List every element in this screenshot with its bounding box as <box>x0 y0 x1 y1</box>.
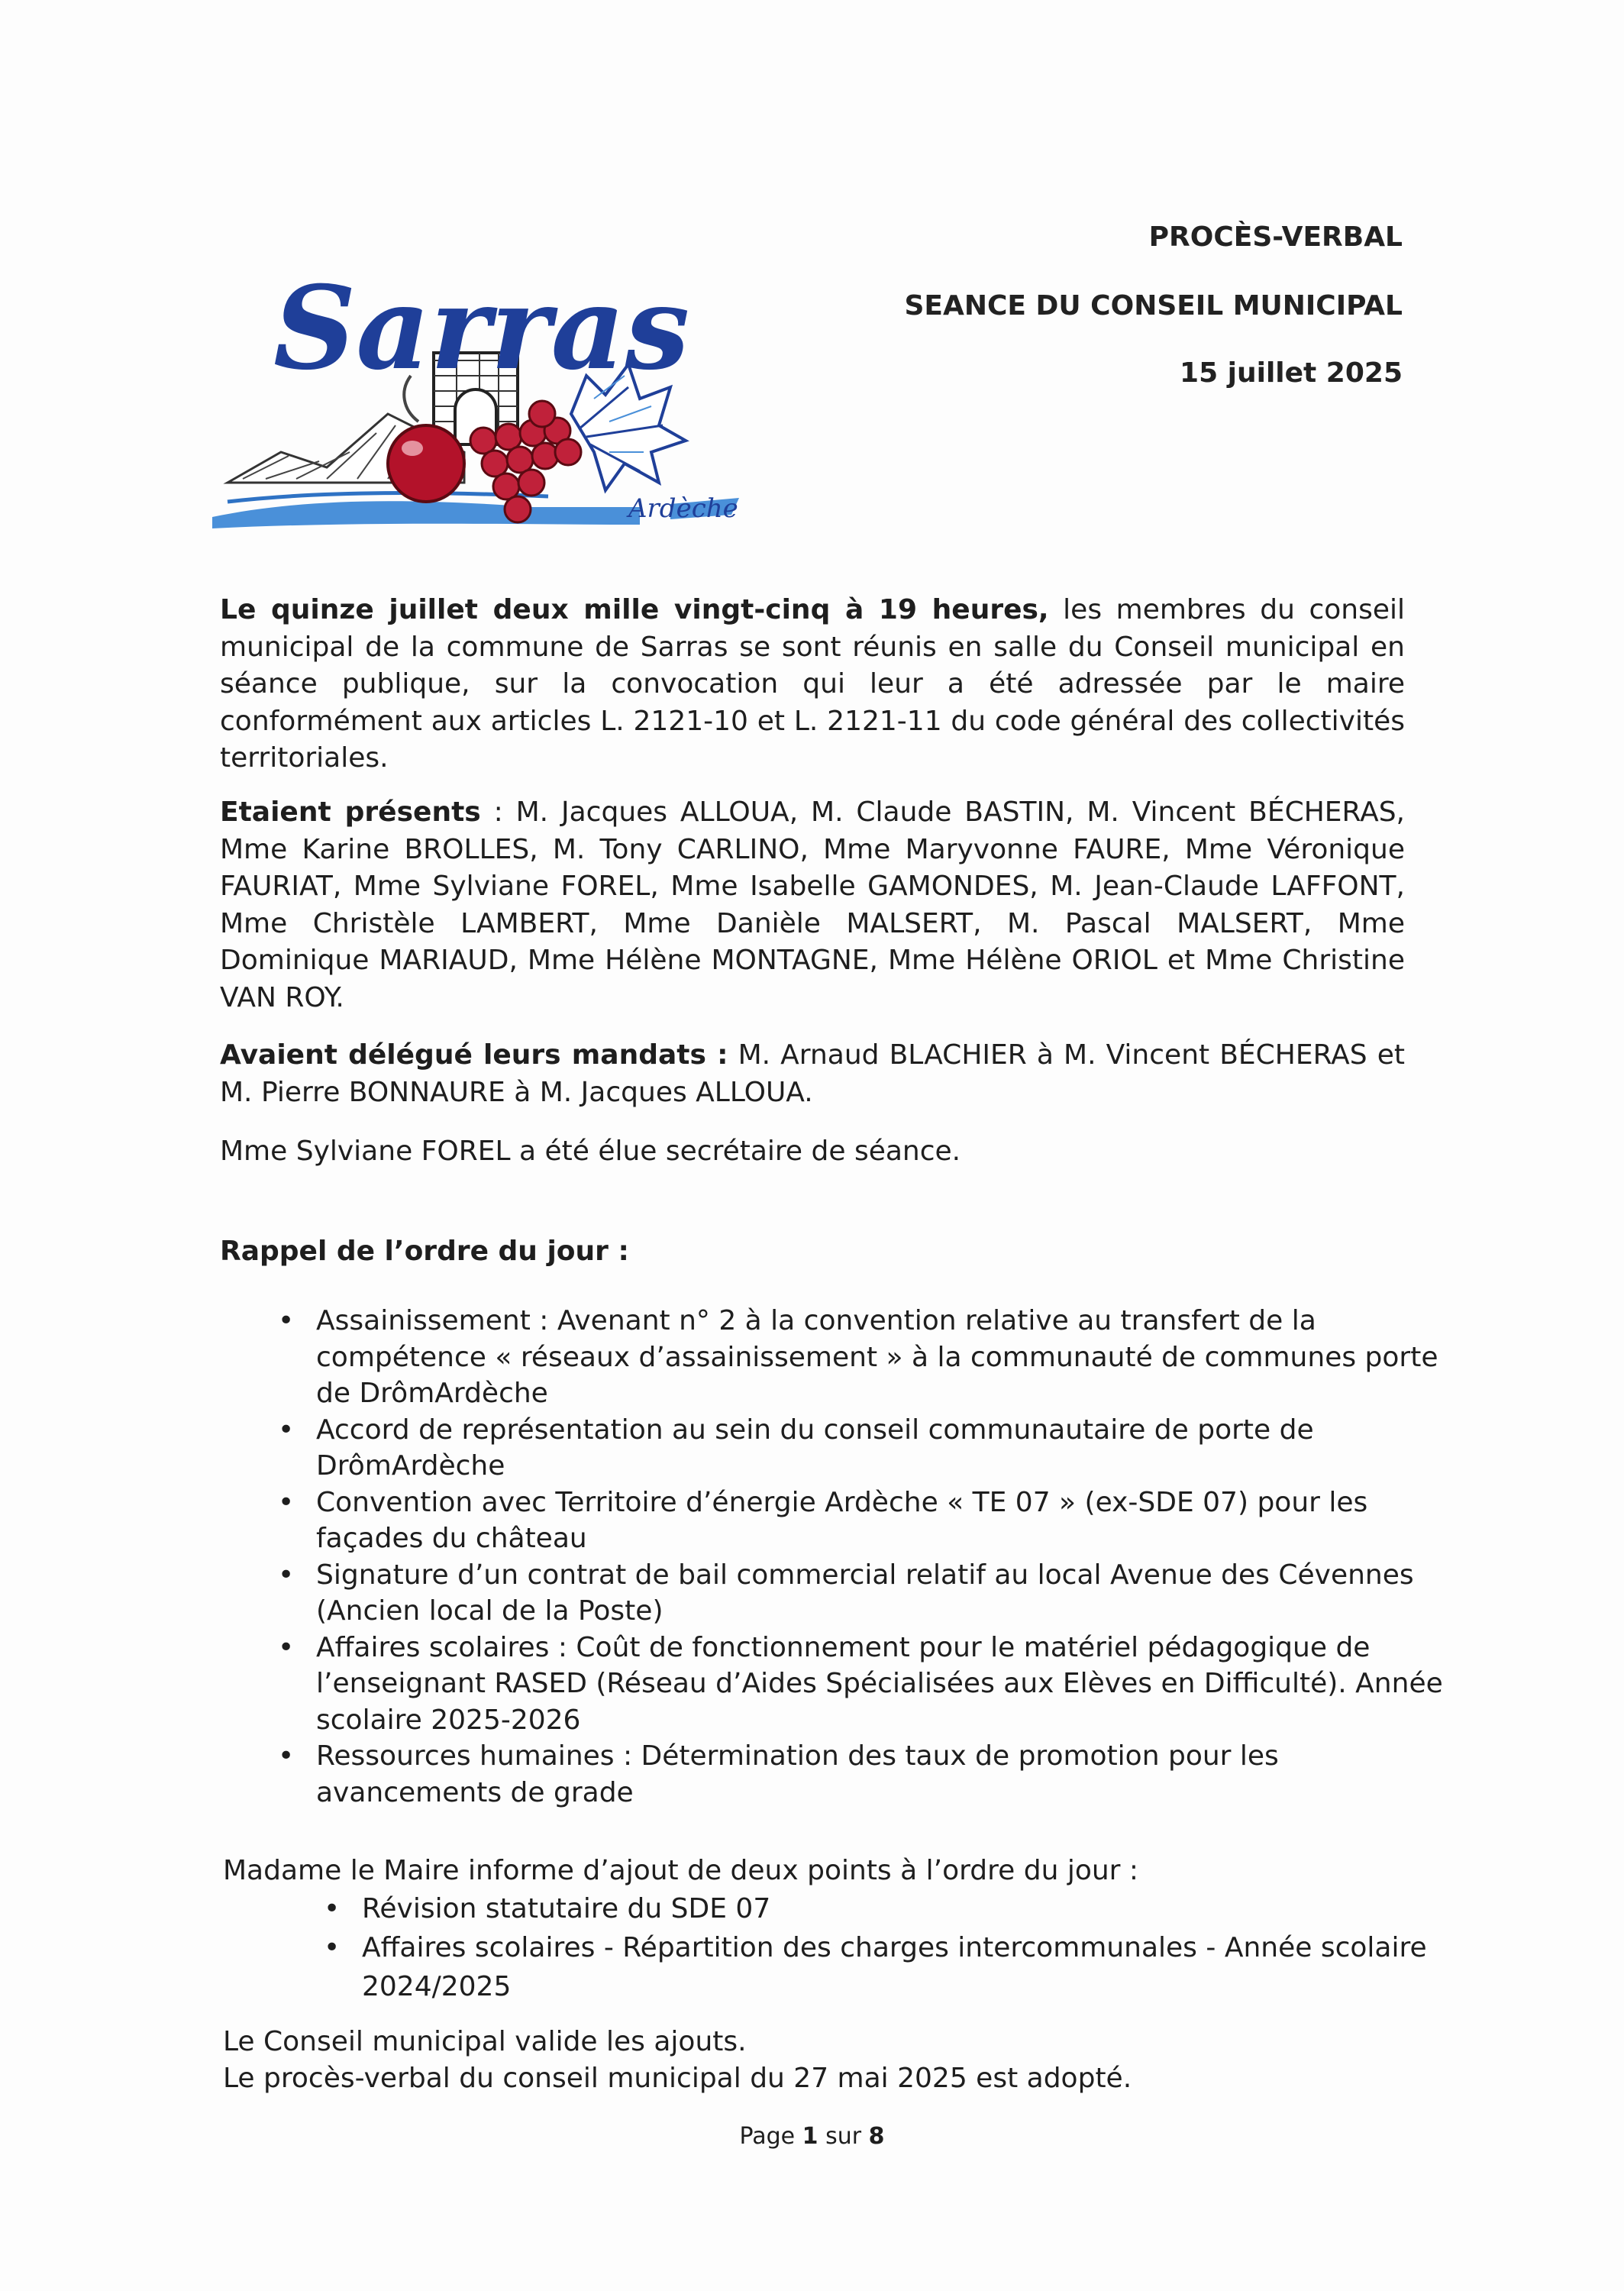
page-footer <box>0 2123 1624 2150</box>
sarras-logo <box>212 223 823 559</box>
added-items-intro: Madame le Maire informe d’ajout de deux points à l’ordre du jour : <box>223 1855 1139 1886</box>
intro-text: les membres du conseil municipal de la commune de Sarras se sont réunis en salle du Conseil municipal en séance publique, sur la convocation qui leur a été adressée par le maire conformément aux articles L. 2121-10 et L. 2121-11 du code général des collectivités territoriales. <box>220 594 1405 774</box>
added-item: • Affaires scolaires - Répartition des charges intercommunales - Année scolaire 2024/2025 <box>362 1928 1469 2006</box>
logo-town-name: Sarras <box>273 261 690 396</box>
intro-paragraph <box>220 592 1405 777</box>
conclusion-line-2: Le procès-verbal du conseil municipal du 27 mai 2025 est adopté. <box>223 2063 1132 2094</box>
logo-subtitle: Ardèche <box>628 493 738 524</box>
agenda-item: • Convention avec Territoire d’énergie Ardèche « TE 07 » (ex-SDE 07) pour les façades du château <box>316 1485 1461 1557</box>
meeting-date: 15 juillet 2025 <box>1180 357 1403 389</box>
proxies-paragraph <box>220 1037 1405 1111</box>
meeting-title: SEANCE DU CONSEIL MUNICIPAL <box>904 290 1403 322</box>
footer-page-word: Page <box>739 2123 796 2150</box>
footer-sur-word: sur <box>825 2123 862 2150</box>
conclusion <box>223 2024 1132 2097</box>
added-items-list <box>321 1889 1469 2006</box>
agenda-item: • Assainissement : Avenant n° 2 à la convention relative au transfert de la compétence « réseaux d’assainissement » à la communauté de communes porte de DrômArdèche <box>316 1303 1461 1412</box>
proxies-list: M. Arnaud BLACHIER à M. Vincent BÉCHERAS et M. Pierre BONNAURE à M. Jacques ALLOUA. <box>220 1039 1405 1108</box>
added-item: • Révision statutaire du SDE 07 <box>362 1889 1469 1928</box>
agenda-list <box>275 1303 1461 1811</box>
agenda-heading: Rappel de l’ordre du jour : <box>220 1236 629 1267</box>
attendees-paragraph <box>220 794 1405 1016</box>
proxies-label: Avaient délégué leurs mandats : <box>220 1039 728 1071</box>
agenda-item: • Accord de représentation au sein du conseil communautaire de porte de DrômArdèche <box>316 1412 1461 1485</box>
agenda-item: • Signature d’un contrat de bail commercial relatif au local Avenue des Cévennes (Ancien local de la Poste) <box>316 1557 1461 1630</box>
footer-current-page: 1 <box>802 2123 818 2150</box>
doc-type-title: PROCÈS-VERBAL <box>1148 221 1403 253</box>
attendees-list: : M. Jacques ALLOUA, M. Claude BASTIN, M. Vincent BÉCHERAS, Mme Karine BROLLES, M. Tony CARLINO, Mme Maryvonne FAURE, Mme Véronique FAURIAT, Mme Sylviane FOREL, Mme Isabelle GAMONDES, M. Jean-Claude LAFFONT, Mme Christèle LAMBERT, Mme Danièle MALSERT, M. Pascal MALSERT, Mme Dominique MARIAUD, Mme Hélène MONTAGNE, Mme Hélène ORIOL et Mme Christine VAN ROY. <box>220 797 1405 1013</box>
agenda-item: • Ressources humaines : Détermination des taux de promotion pour les avancements de grade <box>316 1738 1461 1811</box>
secretary-line: Mme Sylviane FOREL a été élue secrétaire de séance. <box>220 1136 961 1167</box>
footer-total-pages: 8 <box>868 2123 885 2150</box>
attendees-label: Etaient présents <box>220 797 481 828</box>
intro-lead: Le quinze juillet deux mille vingt-cinq à 19 heures, <box>220 594 1049 625</box>
agenda-item: • Affaires scolaires : Coût de fonctionnement pour le matériel pédagogique de l’enseignant RASED (Réseau d’Aides Spécialisées aux Elèves en Difficulté). Année scolaire 2025-2026 <box>316 1630 1461 1739</box>
conclusion-line-1: Le Conseil municipal valide les ajouts. <box>223 2026 747 2057</box>
